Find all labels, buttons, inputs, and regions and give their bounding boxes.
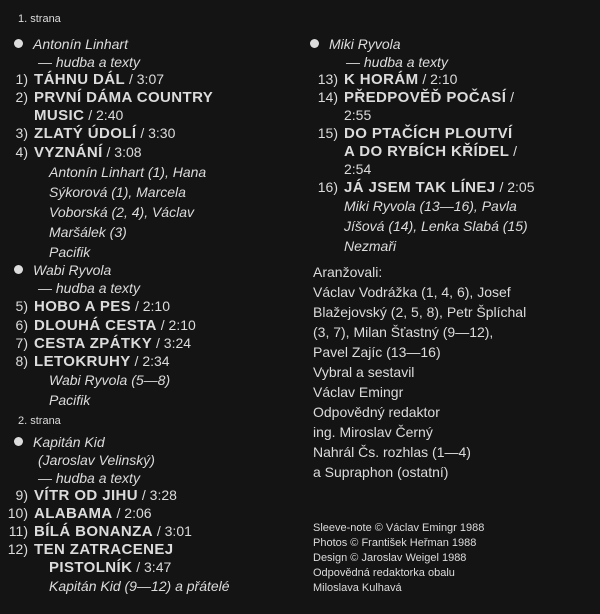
bullet-icon <box>310 39 319 48</box>
track-15-duration: 2:54 <box>344 161 372 177</box>
artist-kid: Kapitán Kid <box>14 434 105 450</box>
track-10: 10) ALABAMA / 2:06 <box>7 505 152 522</box>
track-2: 2) PRVNÍ DÁMA COUNTRY <box>15 89 214 106</box>
track-6: 6) DLOUHÁ CESTA / 2:10 <box>15 317 196 334</box>
track-7: 7) CESTA ZPÁTKY / 3:24 <box>15 335 192 352</box>
artist-sub: — hudba a texty <box>38 280 140 296</box>
bullet-icon <box>14 437 23 446</box>
production-credits: Aranžovali: Václav Vodrážka (1, 4, 6), Josef Blažejovský (2, 5, 8), Petr Šplíchal (3, 7), Milan Šťastný (9—12), Pavel Zajíc (13—16) Vybral a sestavil Václav Emingr Odpovědný redaktor ing. Miroslav Černý Nahrál Čs. rozhlas (1—4) a Supraphon (ostatní) <box>313 264 527 480</box>
credits-kid: Kapitán Kid (9—12) a přátelé <box>49 578 230 594</box>
credits-wabi: Wabi Ryvola (5—8) Pacifik <box>49 372 171 408</box>
bullet-icon <box>14 265 23 274</box>
credits-miki: Miki Ryvola (13—16), Pavla Jíšová (14), Lenka Slabá (15) Nezmaři <box>344 198 528 254</box>
track-15: 15) DO PTAČÍCH PLOUTVÍ <box>317 125 513 142</box>
track-2-cont: MUSIC / 2:40 <box>34 107 124 124</box>
track-15-cont: A DO RYBÍCH KŘÍDEL / <box>344 143 518 160</box>
track-3: 3) ZLATÝ ÚDOLÍ / 3:30 <box>15 125 176 142</box>
artist-sub: — hudba a texty <box>38 54 140 70</box>
artist-wabi: Wabi Ryvola <box>14 262 111 278</box>
track-8: 8) LETOKRUHY / 2:34 <box>15 353 170 370</box>
credits-linhart: Antonín Linhart (1), Hana Sýkorová (1), Marcela Voborská (2, 4), Václav Maršálek (3) Pacifik <box>49 164 207 260</box>
track-13: 13) K HORÁM / 2:10 <box>317 71 458 88</box>
artist-sub: — hudba a texty <box>346 54 448 70</box>
artist-sub: — hudba a texty <box>38 470 140 486</box>
side-2-label: 2. strana <box>18 415 61 427</box>
track-12: 12) TEN ZATRACENEJ <box>7 541 174 558</box>
artist-miki: Miki Ryvola <box>310 36 401 52</box>
track-16: 16) JÁ JSEM TAK LÍNEJ / 2:05 <box>317 179 535 196</box>
track-9: 9) VÍTR OD JIHU / 3:28 <box>15 487 177 504</box>
artist-linhart: Antonín Linhart <box>14 36 128 52</box>
track-12-cont: PISTOLNÍK / 3:47 <box>49 559 172 576</box>
track-14-duration: 2:55 <box>344 107 372 123</box>
side-1-label: 1. strana <box>18 13 61 25</box>
track-5: 5) HOBO A PES / 2:10 <box>15 298 170 315</box>
artist-kid-realname: (Jaroslav Velinský) <box>38 452 155 468</box>
track-11: 11) BÍLÁ BONANZA / 3:01 <box>8 523 192 540</box>
track-14: 14) PŘEDPOVĚĎ POČASÍ / <box>317 89 515 106</box>
track-1: 1) TÁHNU DÁL / 3:07 <box>15 71 165 88</box>
track-4: 4) VYZNÁNÍ / 3:08 <box>15 144 142 161</box>
bullet-icon <box>14 39 23 48</box>
footer-credits: Sleeve-note © Václav Emingr 1988 Photos © František Heřman 1988 Design © Jaroslav Weigel 1988 Odpovědná redaktorka obalu Miloslava Kulhavá <box>313 522 485 594</box>
